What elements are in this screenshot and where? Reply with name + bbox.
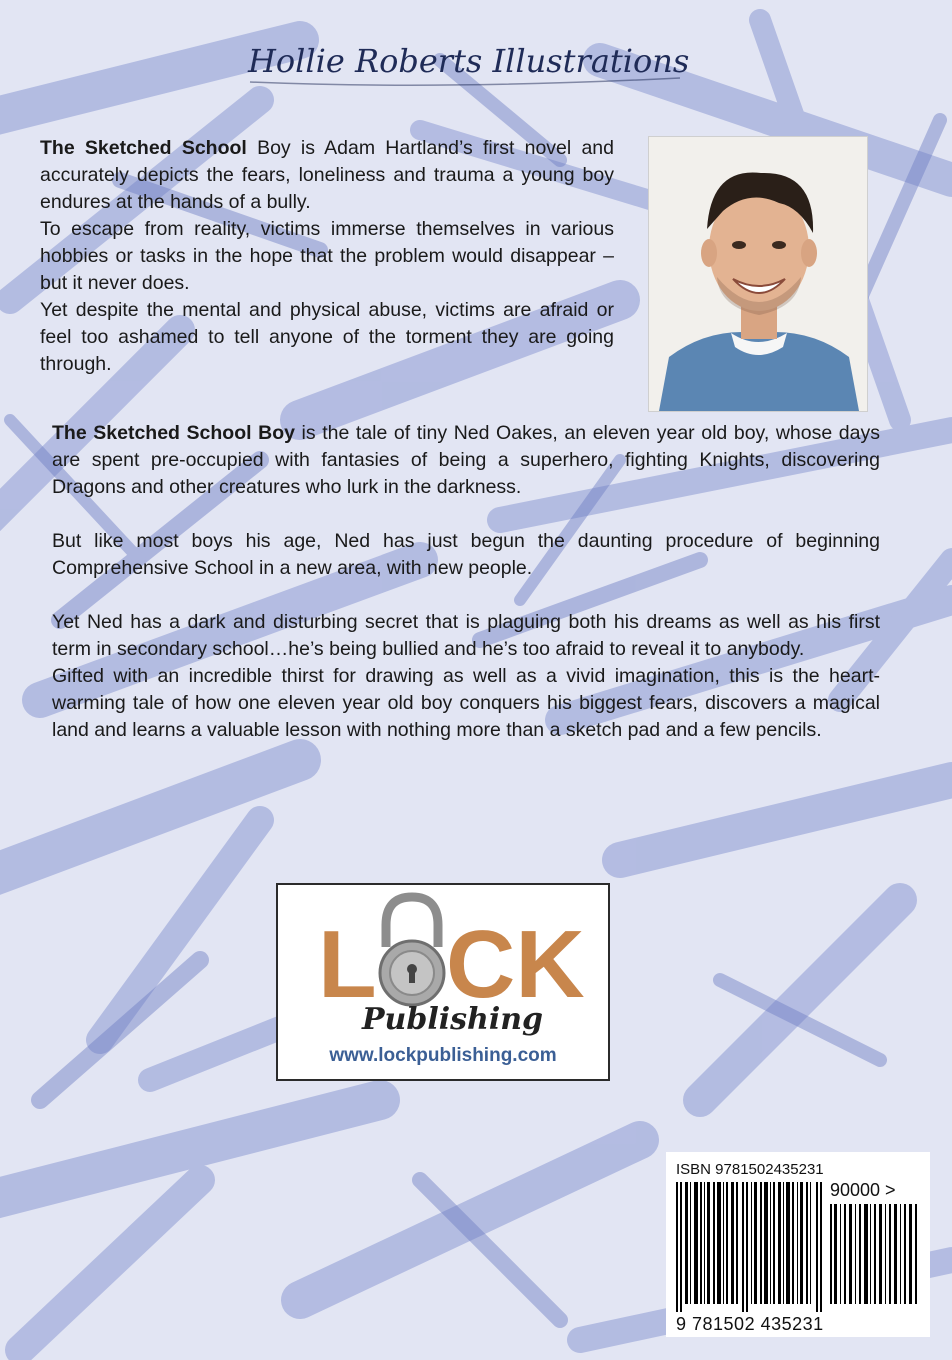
book-title-bold: The Sketched School Boy — [52, 422, 295, 444]
ean-barcode-bars — [676, 1182, 824, 1312]
isbn-barcode — [666, 1152, 930, 1337]
story-paragraph-2: But like most boys his age, Ned has just begun the daunting procedure of beginning Comprehensive School in a new area, with new people. — [52, 530, 880, 579]
price-code: 90000 > — [830, 1180, 896, 1200]
story-paragraph-4: Gifted with an incredible thirst for drawing as well as a vivid imagination, this is the heart-warming tale of how one eleven year old boy conquers his biggest fears, discovers a magical land and learns a valuable lesson with nothing more than a sketch pad and a few pencils. — [52, 665, 880, 741]
intro-paragraph-2: To escape from reality, victims immerse themselves in various hobbies or tasks in the hope that the problem would disappear – but it never does. — [40, 218, 614, 294]
logo-letters-ck: CK — [446, 911, 585, 1018]
logo-publishing-text: Publishing — [362, 1002, 544, 1037]
intro-blurb — [40, 135, 614, 378]
story-blurb — [52, 420, 880, 744]
publisher-url: www.lockpublishing.com — [329, 1045, 557, 1066]
author-photo — [648, 136, 868, 412]
book-title-bold: The Sketched School — [40, 137, 247, 159]
isbn-digits: 9 781502 435231 — [676, 1314, 824, 1334]
story-paragraph-1: The Sketched School Boy is the tale of tiny Ned Oakes, an eleven year old boy, whose days are spent pre-occupied with fantasies of being a superhero, fighting Knights, discovering Dragons and other creatures who lurk in the darkness. — [52, 422, 880, 498]
addon-barcode-bars — [830, 1204, 922, 1304]
publisher-logo — [276, 883, 610, 1081]
illustrator-signature — [240, 28, 700, 98]
padlock-icon — [380, 897, 444, 1005]
intro-paragraph-3: Yet despite the mental and physical abuse, victims are afraid or feel too ashamed to tell anyone of the torment they are going through. — [40, 299, 614, 375]
intro-paragraph-1: The Sketched School Boy is Adam Hartland’s first novel and accurately depicts the fears, loneliness and trauma a young boy endures at the hands of a bully. — [40, 137, 614, 213]
isbn-label: ISBN 9781502435231 — [676, 1161, 824, 1178]
logo-letter-l: L — [318, 911, 377, 1018]
signature-text: Hollie Roberts Illustrations — [248, 42, 690, 80]
story-paragraph-3: Yet Ned has a dark and disturbing secret that is plaguing both his dreams as well as his first term in secondary school…he’s being bullied and he’s too afraid to reveal it to anybody. — [52, 611, 880, 660]
